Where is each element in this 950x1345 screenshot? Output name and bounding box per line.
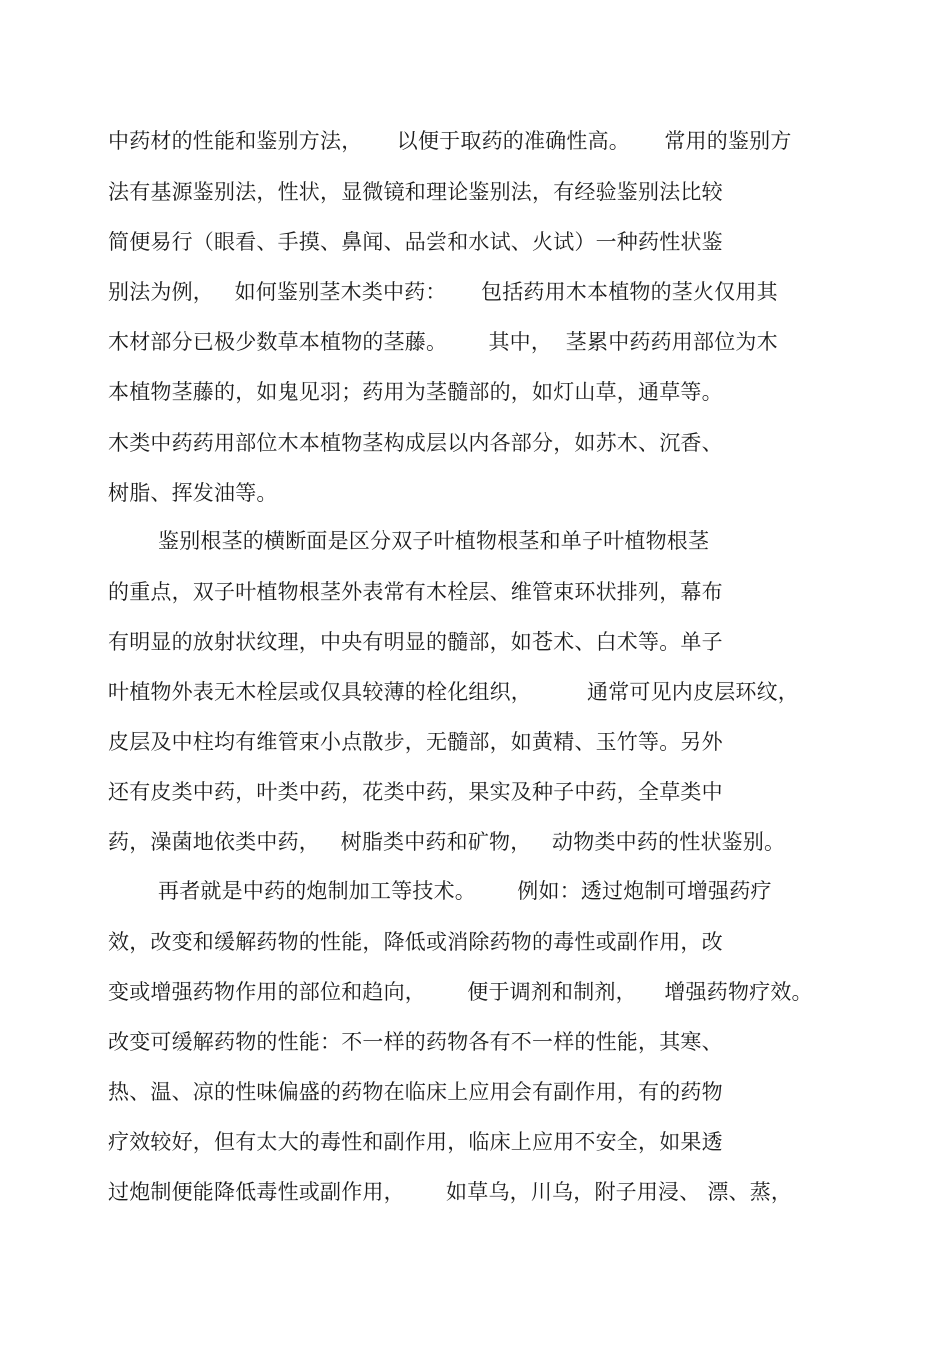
- paragraph-first-line: 鉴别根茎的横断面是区分双子叶植物根茎和单子叶植物根茎: [158, 529, 710, 553]
- text-line: 皮层及中柱均有维管束小点散步，无髓部，如黄精、玉竹等。另外: [108, 730, 723, 754]
- paragraph-first-line: 再者就是中药的炮制加工等技术。 例如：透过炮制可增强药疗: [158, 879, 772, 903]
- text-line: 叶植物外表无木栓层或仅具较薄的栓化组织， 通常可见内皮层环纹，: [108, 680, 799, 704]
- text-line: 简便易行（眼看、手摸、鼻闻、品尝和水试、火试）一种药性状鉴: [108, 230, 723, 254]
- text-line: 热、温、凉的性味偏盛的药物在临床上应用会有副作用，有的药物: [108, 1080, 723, 1104]
- text-line: 药，澡菌地依类中药， 树脂类中药和矿物， 动物类中药的性状鉴别。: [108, 830, 786, 854]
- text-line: 疗效较好，但有太大的毒性和副作用，临床上应用不安全，如果透: [108, 1130, 723, 1154]
- text-line: 木材部分已极少数草本植物的茎藤。 其中， 茎累中药药用部位为木: [108, 330, 778, 354]
- text-line: 效，改变和缓解药物的性能，降低或消除药物的毒性或副作用，改: [108, 930, 723, 954]
- text-line: 有明显的放射状纹理，中央有明显的髓部，如苍术、白术等。单子: [108, 630, 723, 654]
- text-line: 树脂、挥发油等。: [108, 481, 278, 505]
- text-line: 别法为例， 如何鉴别茎木类中药： 包括药用木本植物的茎火仅用其: [108, 280, 778, 304]
- text-line: 的重点，双子叶植物根茎外表常有木栓层、维管束环状排列，幕布: [108, 580, 723, 604]
- text-line: 过炮制便能降低毒性或副作用， 如草乌，川乌，附子用浸、 漂、蒸，: [108, 1180, 793, 1204]
- text-line: 法有基源鉴别法，性状，显微镜和理论鉴别法，有经验鉴别法比较: [108, 180, 723, 204]
- text-line: 中药材的性能和鉴别方法， 以便于取药的准确性高。 常用的鉴别方: [108, 129, 792, 153]
- text-line: 木类中药药用部位木本植物茎构成层以内各部分，如苏木、沉香、: [108, 431, 723, 455]
- text-line: 还有皮类中药，叶类中药，花类中药，果实及种子中药，全草类中: [108, 780, 723, 804]
- text-line: 变或增强药物作用的部位和趋向， 便于调剂和制剂， 增强药物疗效。: [108, 980, 813, 1004]
- text-line: 本植物茎藤的，如鬼见羽；药用为茎髓部的，如灯山草，通草等。: [108, 380, 723, 404]
- text-line: 改变可缓解药物的性能：不一样的药物各有不一样的性能，其寒、: [108, 1030, 723, 1054]
